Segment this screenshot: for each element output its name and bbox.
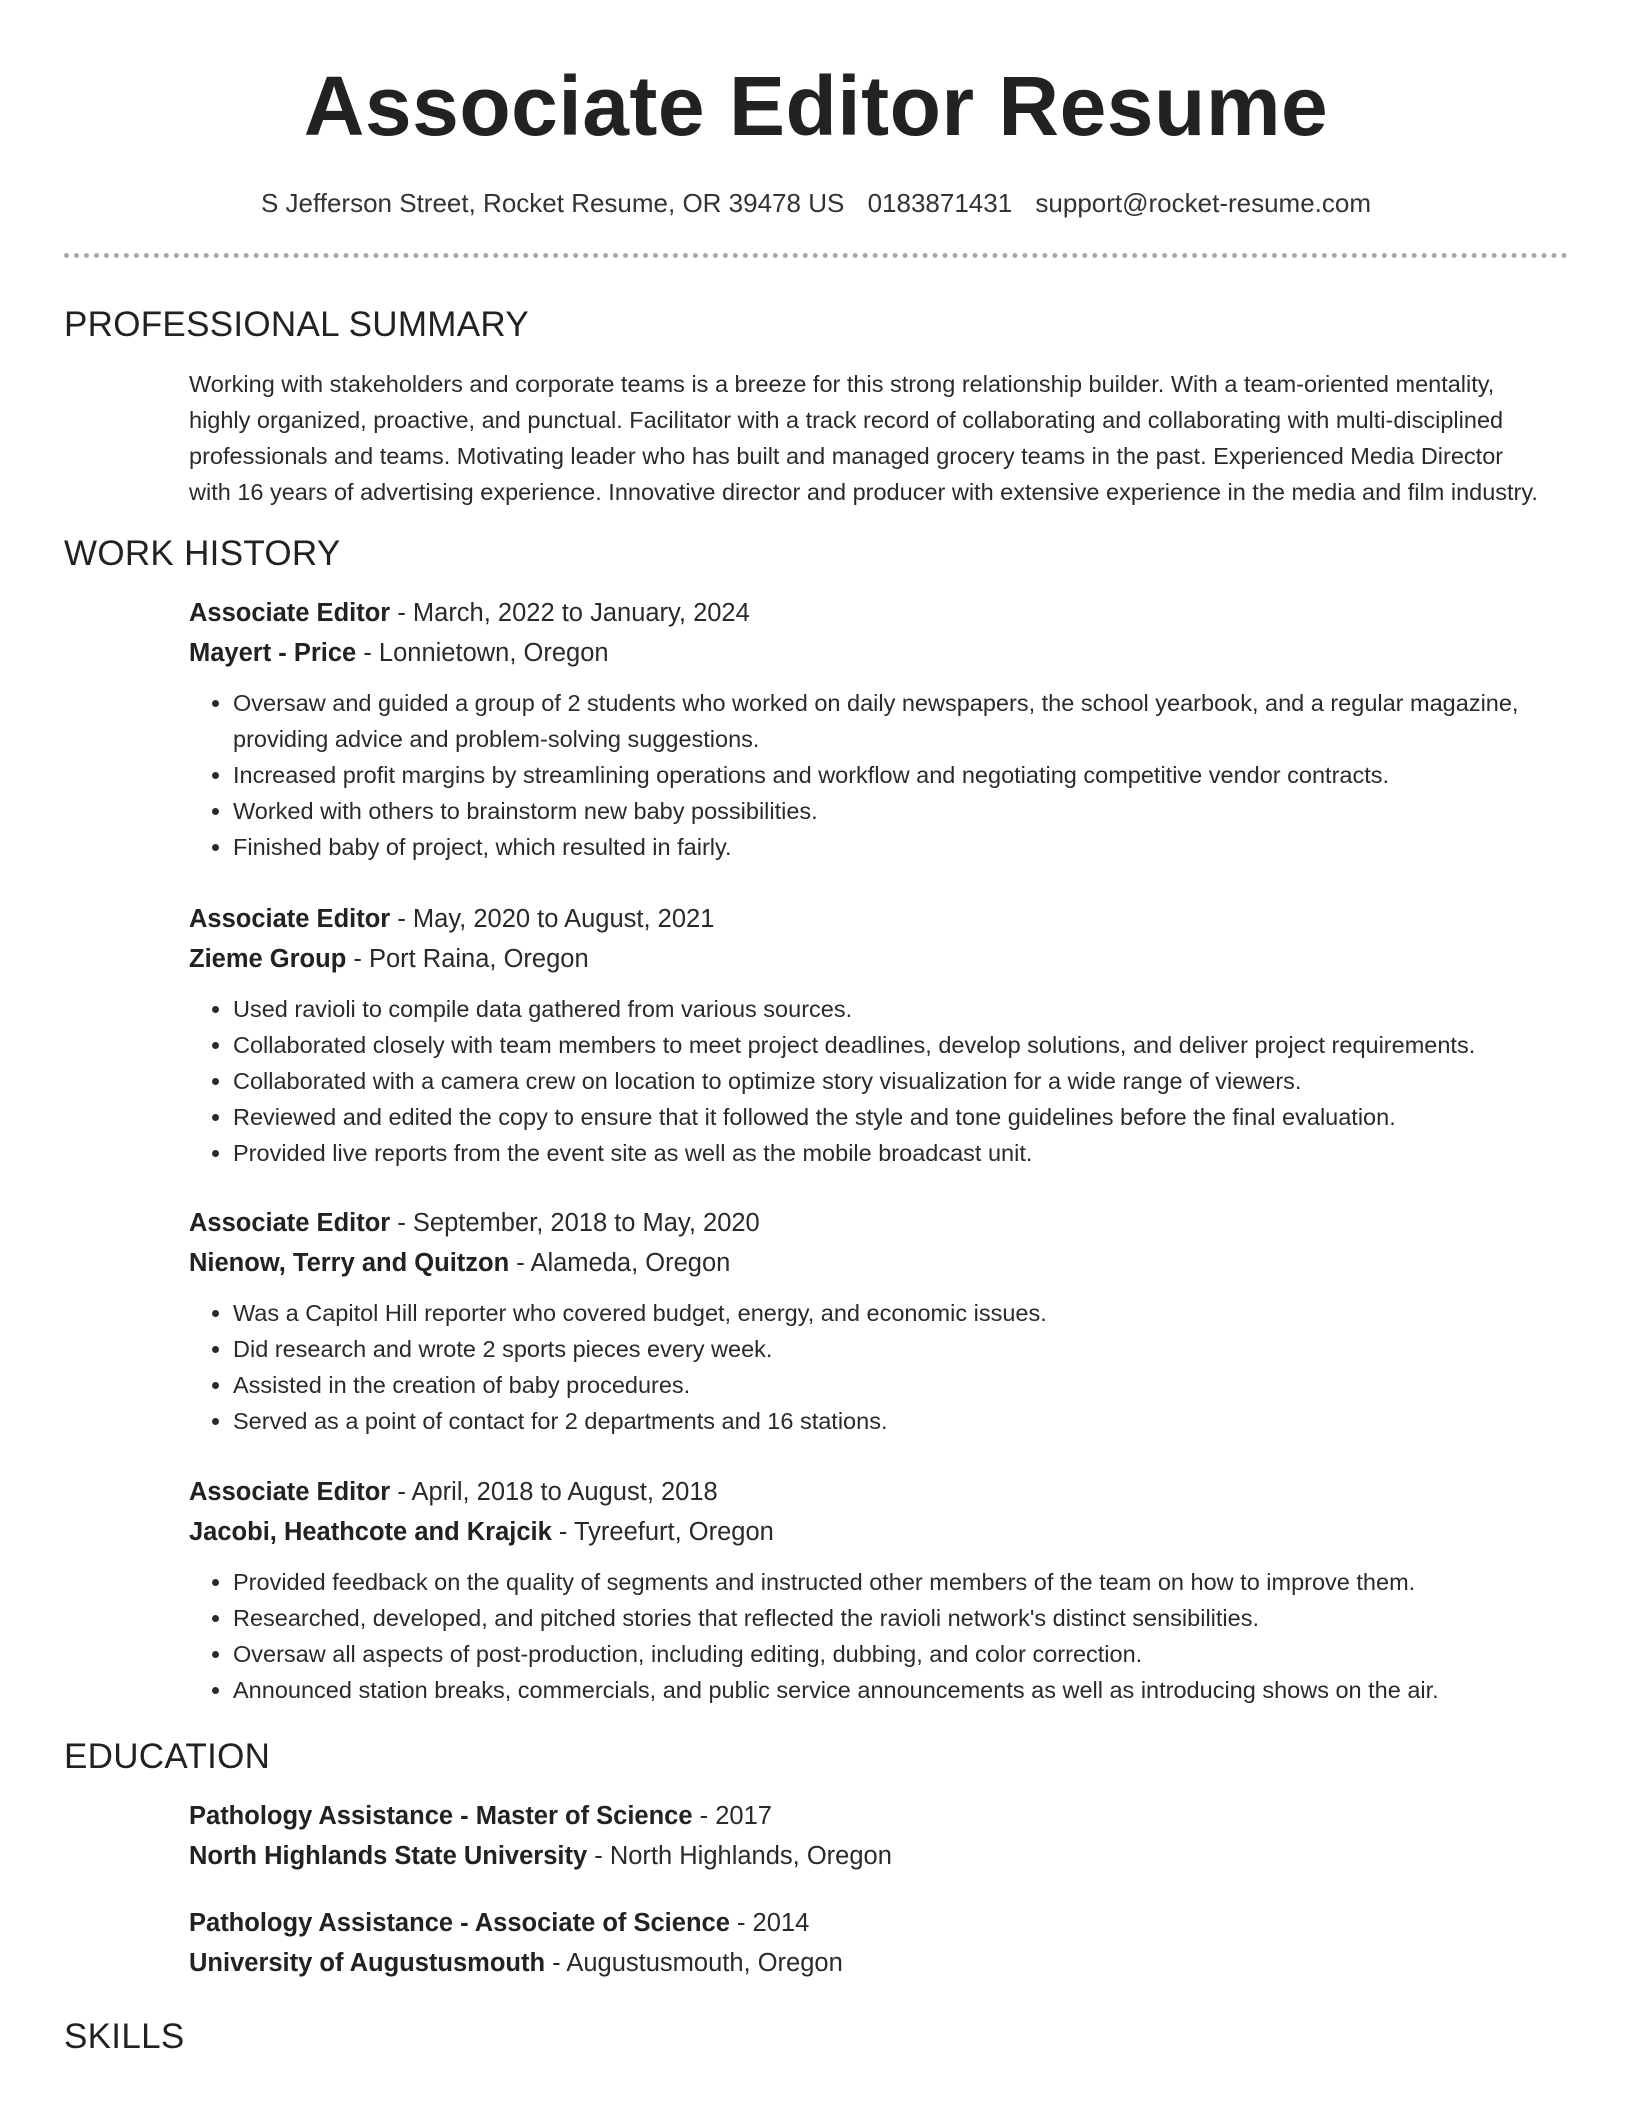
education-degree: Pathology Assistance - Associate of Science [189,1909,730,1937]
job-bullet: • Provided live reports from the event site as well as the mobile broadcast unit. [233,1135,1572,1171]
contact-line [0,186,1632,220]
education-year: - 2017 [692,1802,772,1830]
contact-phone: 0183871431 [867,188,1013,218]
education-school: University of Augustusmouth [189,1949,546,1977]
job-title-line [189,1472,1572,1512]
job-title-line [189,1203,1572,1243]
contact-address: S Jefferson Street, Rocket Resume, OR 39478 US [260,188,845,218]
education-heading: EDUCATION [64,1737,271,1776]
job-bullets [189,685,1572,865]
job-title: Associate Editor [189,1209,391,1237]
job-entry [189,899,1572,1171]
job-bullets [189,1295,1572,1439]
job-bullet: • Finished baby of project, which resulted in fairly. [233,829,1572,865]
job-bullet: • Oversaw and guided a group of 2 students who worked on daily newspapers, the school yearbook, and a regular magazine, providing advice and problem-solving suggestions. [233,685,1572,757]
education-entry [189,1903,1572,1983]
job-title: Associate Editor [189,1478,391,1506]
skills-heading: SKILLS [64,2017,185,2056]
job-company-line [189,1512,1572,1552]
job-title-line [189,593,1572,633]
education-degree: Pathology Assistance - Master of Science [189,1802,693,1830]
job-title-line [189,899,1572,939]
job-bullet: • Assisted in the creation of baby procedures. [233,1367,1572,1403]
job-entry [189,1472,1572,1708]
summary-heading: PROFESSIONAL SUMMARY [64,305,529,344]
job-entry [189,593,1572,865]
job-bullet: • Provided feedback on the quality of segments and instructed other members of the team on how to improve them. [233,1564,1572,1600]
job-bullets [189,1564,1572,1708]
job-title: Associate Editor [189,905,391,933]
job-company: Jacobi, Heathcote and Krajcik [189,1518,552,1546]
education-degree-line [189,1903,1572,1943]
job-bullet: • Oversaw all aspects of post-production, including editing, dubbing, and color correction. [233,1636,1572,1672]
education-school-line [189,1836,1572,1876]
job-bullet: • Served as a point of contact for 2 departments and 16 stations. [233,1403,1572,1439]
summary-text: Working with stakeholders and corporate teams is a breeze for this strong relationship builder. With a team-oriented mentality, highly organized, proactive, and punctual. Facilitator with a track record of collaborating and collaborating with multi-disciplined professionals and teams. Motivating leader who has built and managed grocery teams in the past. Experienced Media Director with 16 years of advertising experience. Innovative director and producer with extensive experience in the media and film industry. [189,371,1538,505]
education-location: - Augustusmouth, Oregon [545,1949,843,1977]
resume-title: Associate Editor Resume [303,59,1329,153]
job-dates: - May, 2020 to August, 2021 [390,905,715,933]
job-company: Nienow, Terry and Quitzon [189,1249,510,1277]
job-company-line [189,939,1572,979]
education-school-line [189,1943,1572,1983]
job-bullet: • Used ravioli to compile data gathered from various sources. [233,991,1572,1027]
job-bullet: • Researched, developed, and pitched stories that reflected the ravioli network's distinct sensibilities. [233,1600,1572,1636]
education-location: - North Highlands, Oregon [587,1842,892,1870]
job-bullet: • Collaborated with a camera crew on location to optimize story visualization for a wide range of viewers. [233,1063,1572,1099]
job-bullet: • Collaborated closely with team members to meet project deadlines, develop solutions, and deliver project requirements. [233,1027,1572,1063]
education-school: North Highlands State University [189,1842,588,1870]
education-entry [189,1796,1572,1876]
job-company: Mayert - Price [189,639,357,667]
job-location: - Lonnietown, Oregon [356,639,609,667]
job-bullets [189,991,1572,1171]
work-history-heading: WORK HISTORY [64,534,341,573]
education-year: - 2014 [729,1909,810,1937]
job-location: - Port Raina, Oregon [346,945,589,973]
job-location: - Tyreefurt, Oregon [551,1518,774,1546]
job-bullet: • Did research and wrote 2 sports pieces every week. [233,1331,1572,1367]
job-bullet: • Announced station breaks, commercials, and public service announcements as well as introducing shows on the air. [233,1672,1572,1708]
job-company: Zieme Group [189,945,347,973]
job-title: Associate Editor [189,599,391,627]
job-bullet: • Reviewed and edited the copy to ensure that it followed the style and tone guidelines before the final evaluation. [233,1099,1572,1135]
header-divider [64,253,1568,258]
job-company-line [189,633,1572,673]
contact-email: support@rocket-resume.com [1035,188,1372,218]
job-location: - Alameda, Oregon [509,1249,731,1277]
job-dates: - April, 2018 to August, 2018 [390,1478,718,1506]
job-bullet: • Worked with others to brainstorm new baby possibilities. [233,793,1572,829]
job-dates: - September, 2018 to May, 2020 [390,1209,760,1237]
job-entry [189,1203,1572,1439]
job-company-line [189,1243,1572,1283]
job-bullet: • Increased profit margins by streamlining operations and workflow and negotiating competitive vendor contracts. [233,757,1572,793]
education-degree-line [189,1796,1572,1836]
job-bullet: • Was a Capitol Hill reporter who covered budget, energy, and economic issues. [233,1295,1572,1331]
job-dates: - March, 2022 to January, 2024 [390,599,750,627]
